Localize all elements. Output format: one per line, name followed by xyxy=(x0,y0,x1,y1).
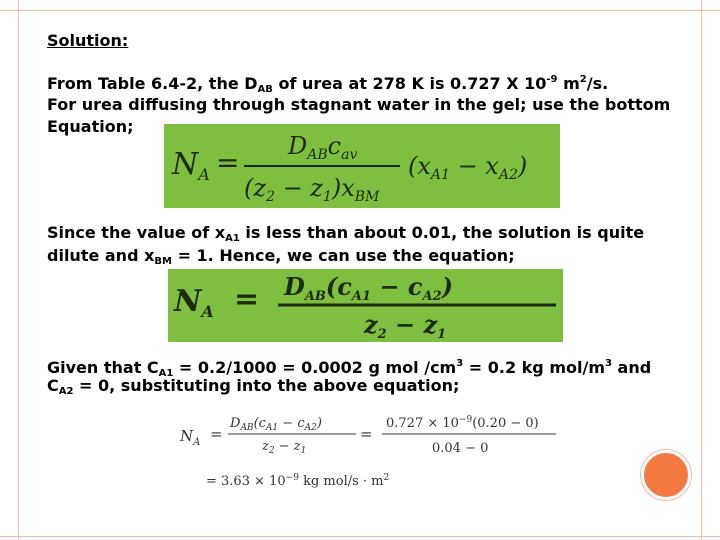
equation-1-svg xyxy=(164,124,560,208)
text-run: Given that C xyxy=(47,358,159,377)
eq3-frac1-den: $z_2 - z_1$ xyxy=(262,439,307,456)
para1-line3: Equation; xyxy=(47,117,134,136)
slide-frame-top-line xyxy=(0,10,720,11)
eq1-numerator: $D_{AB}c_{av}$ xyxy=(288,132,358,163)
subscript: A1 xyxy=(225,233,240,244)
eq3-equals-1: = xyxy=(210,425,223,443)
slide-frame-bottom-line xyxy=(0,536,720,537)
eq1-equals: = xyxy=(216,146,240,179)
eq1-denominator: $(z_2 - z_1)x_{BM}$ xyxy=(244,174,380,205)
superscript: 2 xyxy=(579,74,587,85)
para1-line2: For urea diffusing through stagnant water in the gel; use the bottom xyxy=(47,95,671,114)
text-run: C xyxy=(47,376,59,395)
eq2-denominator: $z_2 - z_1$ xyxy=(364,310,447,342)
eq2-lhs: $N_A$ xyxy=(174,284,214,321)
text-run: Since the value of x xyxy=(47,223,226,242)
subscript: A1 xyxy=(158,368,174,379)
text-run: dilute and x xyxy=(47,246,155,265)
text-run: /s. xyxy=(586,74,609,93)
text-run: of urea at 278 K is 0.727 X 10 xyxy=(272,74,547,93)
subscript: AB xyxy=(257,84,273,95)
text-run: and xyxy=(611,358,652,377)
subscript: A2 xyxy=(58,386,74,397)
equation-3-svg xyxy=(170,405,570,500)
eq2-equals: = xyxy=(234,282,260,317)
text-run: is less than about 0.01, the solution is quite xyxy=(239,223,645,242)
solution-heading: Solution: xyxy=(47,31,129,50)
superscript: 3 xyxy=(605,358,612,369)
eq3-equals-2: = xyxy=(360,425,373,443)
eq3-lhs: $N_A$ xyxy=(180,427,201,448)
text-run: m xyxy=(557,74,580,93)
eq1-rhs: $(x_{A1} - x_{A2})$ xyxy=(408,152,528,183)
para2-line2 xyxy=(47,245,515,272)
eq3-result: = $3.63 \times 10^{-9}$ kg $mol/s \cdot m^2$ xyxy=(206,473,390,489)
text-run: = 0, substituting into the above equation; xyxy=(73,376,460,395)
equation-image-1 xyxy=(164,124,560,208)
eq2-numerator: $D_{AB}(c_{A1} - c_{A2})$ xyxy=(284,272,453,304)
superscript: 3 xyxy=(456,358,464,369)
text-run: = 0.2 kg mol/m xyxy=(463,358,605,377)
text-run: = 0.2/1000 = 0.0002 g mol /cm xyxy=(173,358,457,377)
eq3-frac2-num: $0.727 \times 10^{-9}(0.20 - 0)$ xyxy=(386,415,539,431)
accent-circle xyxy=(641,450,691,500)
eq3-frac2-den: 0.04 − 0 xyxy=(432,441,489,456)
equation-2-svg xyxy=(168,269,563,342)
para3-line2 xyxy=(47,375,459,402)
equation-image-2 xyxy=(168,269,563,342)
subscript: BM xyxy=(154,256,172,267)
equation-image-3 xyxy=(170,405,570,500)
text-run: = 1. Hence, we can use the equation; xyxy=(172,246,515,265)
eq1-lhs: $N_A$ xyxy=(172,147,210,184)
text-run: From Table 6.4-2, the D xyxy=(47,74,258,93)
eq3-frac1-num: $D_{AB}(c_{A1} - c_{A2})$ xyxy=(230,416,322,433)
superscript: -9 xyxy=(546,74,558,85)
